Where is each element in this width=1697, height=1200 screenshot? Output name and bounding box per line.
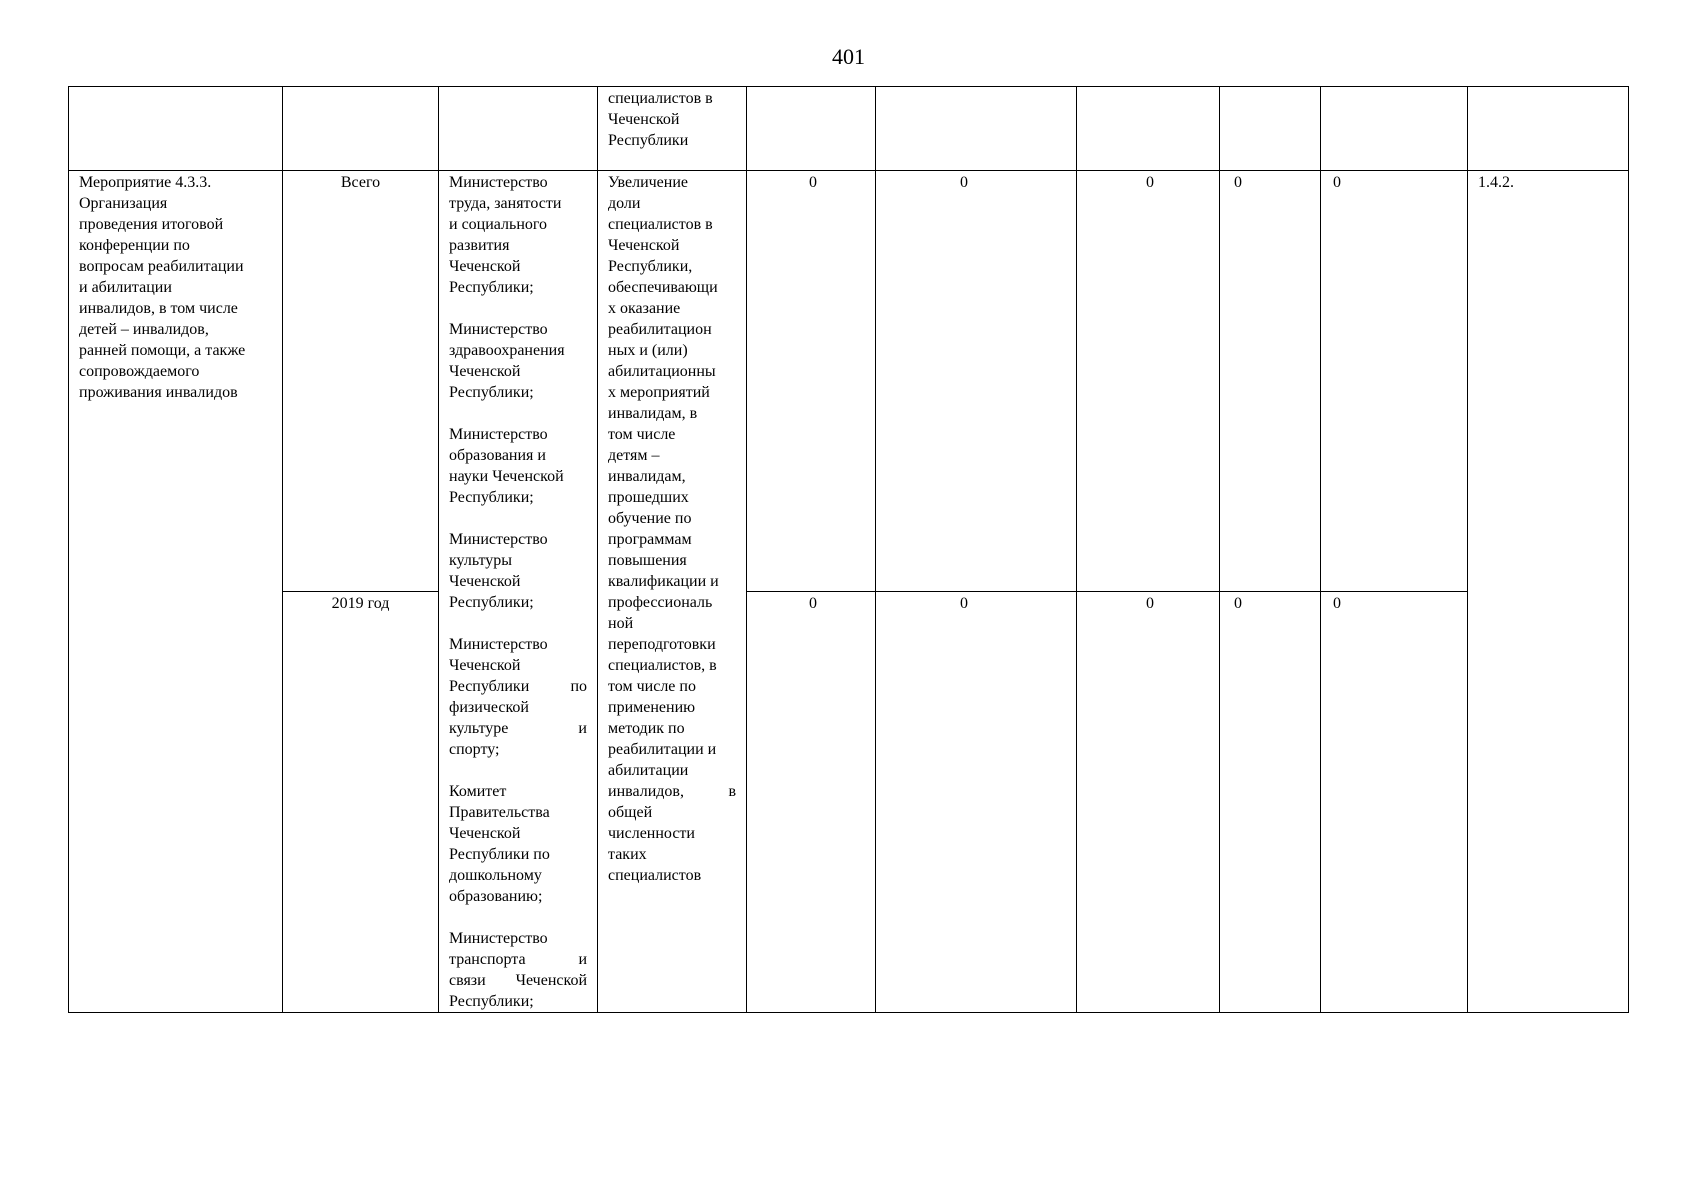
cont-result-cell	[598, 87, 747, 171]
result-line: инвалидам, в	[608, 405, 698, 422]
executor-line: образования и	[449, 447, 546, 464]
executor-line: связи Чеченской	[449, 972, 587, 989]
executor-line: транспорта и	[449, 951, 587, 968]
executor-line: Чеченской	[449, 573, 521, 590]
event-title-line: Мероприятие 4.3.3.	[79, 174, 212, 191]
result-line: прошедших	[608, 489, 689, 506]
result-line: специалистов в	[608, 216, 713, 233]
executor-gap	[449, 403, 587, 424]
result-line: Республики,	[608, 258, 693, 275]
result-line: реабилитации и	[608, 741, 717, 758]
executor-line: Республики по	[449, 678, 587, 695]
event-title-line: вопросам реабилитации	[79, 258, 244, 275]
executor-line: Министерство	[449, 321, 548, 338]
result-line: х мероприятий	[608, 384, 710, 401]
result-line: специалистов, в	[608, 657, 717, 674]
result-line: численности	[608, 825, 695, 842]
year-value-2: 0	[876, 592, 1077, 1013]
event-title-line: детей – инвалидов,	[79, 321, 209, 338]
result-line: специалистов	[608, 867, 702, 884]
event-title-line: Организация	[79, 195, 168, 212]
executor-line: Министерство	[449, 531, 548, 548]
cont-cell-9	[1321, 87, 1468, 171]
executor-line: труда, занятости	[449, 195, 562, 212]
result-line: Чеченской	[608, 237, 680, 254]
executor-line: Министерство	[449, 636, 548, 653]
executor-line: Чеченской	[449, 363, 521, 380]
executor-line: здравоохранения	[449, 342, 565, 359]
result-line: инвалидам,	[608, 468, 686, 485]
executor-line: развития	[449, 237, 510, 254]
page-number: 401	[832, 44, 865, 69]
executor-line: Комитет	[449, 783, 507, 800]
event-title-line: сопровождаемого	[79, 363, 200, 380]
cont-cell-7	[1077, 87, 1220, 171]
total-value-3: 0	[1077, 171, 1220, 592]
result-line: профессиональ	[608, 594, 713, 611]
event-title-line: ранней помощи, а также	[79, 342, 246, 359]
executor-line: дошкольному	[449, 867, 542, 884]
executor-line: Республики;	[449, 384, 534, 401]
result-line: программам	[608, 531, 692, 548]
event-title-cell	[69, 171, 283, 1013]
result-line: общей	[608, 804, 653, 821]
executor-line: Чеченской	[449, 825, 521, 842]
result-line: методик по	[608, 720, 685, 737]
result-line: таких	[608, 846, 647, 863]
result-line: детям –	[608, 447, 660, 464]
result-line: ных и (или)	[608, 342, 688, 359]
executor-line: Республики по	[449, 846, 550, 863]
executor-line: Республики;	[449, 279, 534, 296]
executor-line: Министерство	[449, 930, 548, 947]
total-value-4: 0	[1220, 171, 1321, 592]
result-line: обеспечивающи	[608, 279, 718, 296]
executor-gap	[449, 298, 587, 319]
event-title-line: инвалидов, в том числе	[79, 300, 238, 317]
cont-cell-3	[439, 87, 598, 171]
executor-gap	[449, 613, 587, 634]
cont-cell-5	[747, 87, 876, 171]
total-value-5: 0	[1321, 171, 1468, 592]
year-value-1: 0	[747, 592, 876, 1013]
cont-cell-8	[1220, 87, 1321, 171]
cont-result-line: Чеченской	[608, 111, 680, 128]
period-year-cell: 2019 год	[283, 592, 439, 1013]
result-line: переподготовки	[608, 636, 716, 653]
event-total-row	[69, 171, 1629, 592]
indicator-cell: 1.4.2.	[1468, 171, 1629, 1013]
event-title-line: конференции по	[79, 237, 190, 254]
cont-cell-6	[876, 87, 1077, 171]
total-value-2: 0	[876, 171, 1077, 592]
result-line: Увеличение	[608, 174, 689, 191]
executor-line: Республики;	[449, 594, 534, 611]
year-value-3: 0	[1077, 592, 1220, 1013]
result-line: абилитации	[608, 762, 689, 779]
executor-line: Правительства	[449, 804, 550, 821]
event-title-line: проживания инвалидов	[79, 384, 238, 401]
executor-line: науки Чеченской	[449, 468, 564, 485]
period-total-cell: Всего	[283, 171, 439, 592]
executor-line: образованию;	[449, 888, 543, 905]
result-line: абилитационны	[608, 363, 716, 380]
result-line: х оказание	[608, 300, 681, 317]
cont-cell-10	[1468, 87, 1629, 171]
cont-cell-2	[283, 87, 439, 171]
result-line: инвалидов, в	[608, 783, 736, 800]
result-cell	[598, 171, 747, 1013]
executor-gap	[449, 760, 587, 781]
executor-gap	[449, 508, 587, 529]
result-line: ной	[608, 615, 634, 632]
executor-line: физической	[449, 699, 529, 716]
result-line: применению	[608, 699, 696, 716]
executor-line: культуре и	[449, 720, 587, 737]
result-line: обучение по	[608, 510, 692, 527]
result-line: том числе	[608, 426, 676, 443]
executor-line: культуры	[449, 552, 513, 569]
executor-line: Республики;	[449, 993, 534, 1010]
result-line: реабилитацион	[608, 321, 712, 338]
continuation-row	[69, 87, 1629, 171]
executor-line: Республики;	[449, 489, 534, 506]
cont-cell-1	[69, 87, 283, 171]
result-line: доли	[608, 195, 641, 212]
year-value-4: 0	[1220, 592, 1321, 1013]
program-table	[68, 86, 1629, 1013]
executors-cell	[439, 171, 598, 1013]
executor-line: и социального	[449, 216, 548, 233]
cont-result-line: специалистов в	[608, 90, 713, 107]
executor-gap	[449, 907, 587, 928]
result-line: квалификации и	[608, 573, 719, 590]
total-value-1: 0	[747, 171, 876, 592]
event-year-row	[69, 592, 1629, 1013]
cont-result-line: Республики	[608, 132, 689, 149]
executor-line: Чеченской	[449, 657, 521, 674]
result-line: повышения	[608, 552, 687, 569]
year-value-5: 0	[1321, 592, 1468, 1013]
event-title-line: проведения итоговой	[79, 216, 224, 233]
result-line: том числе по	[608, 678, 696, 695]
executor-line: Министерство	[449, 174, 548, 191]
executor-line: спорту;	[449, 741, 500, 758]
event-title-line: и абилитации	[79, 279, 172, 296]
executor-line: Министерство	[449, 426, 548, 443]
executor-line: Чеченской	[449, 258, 521, 275]
